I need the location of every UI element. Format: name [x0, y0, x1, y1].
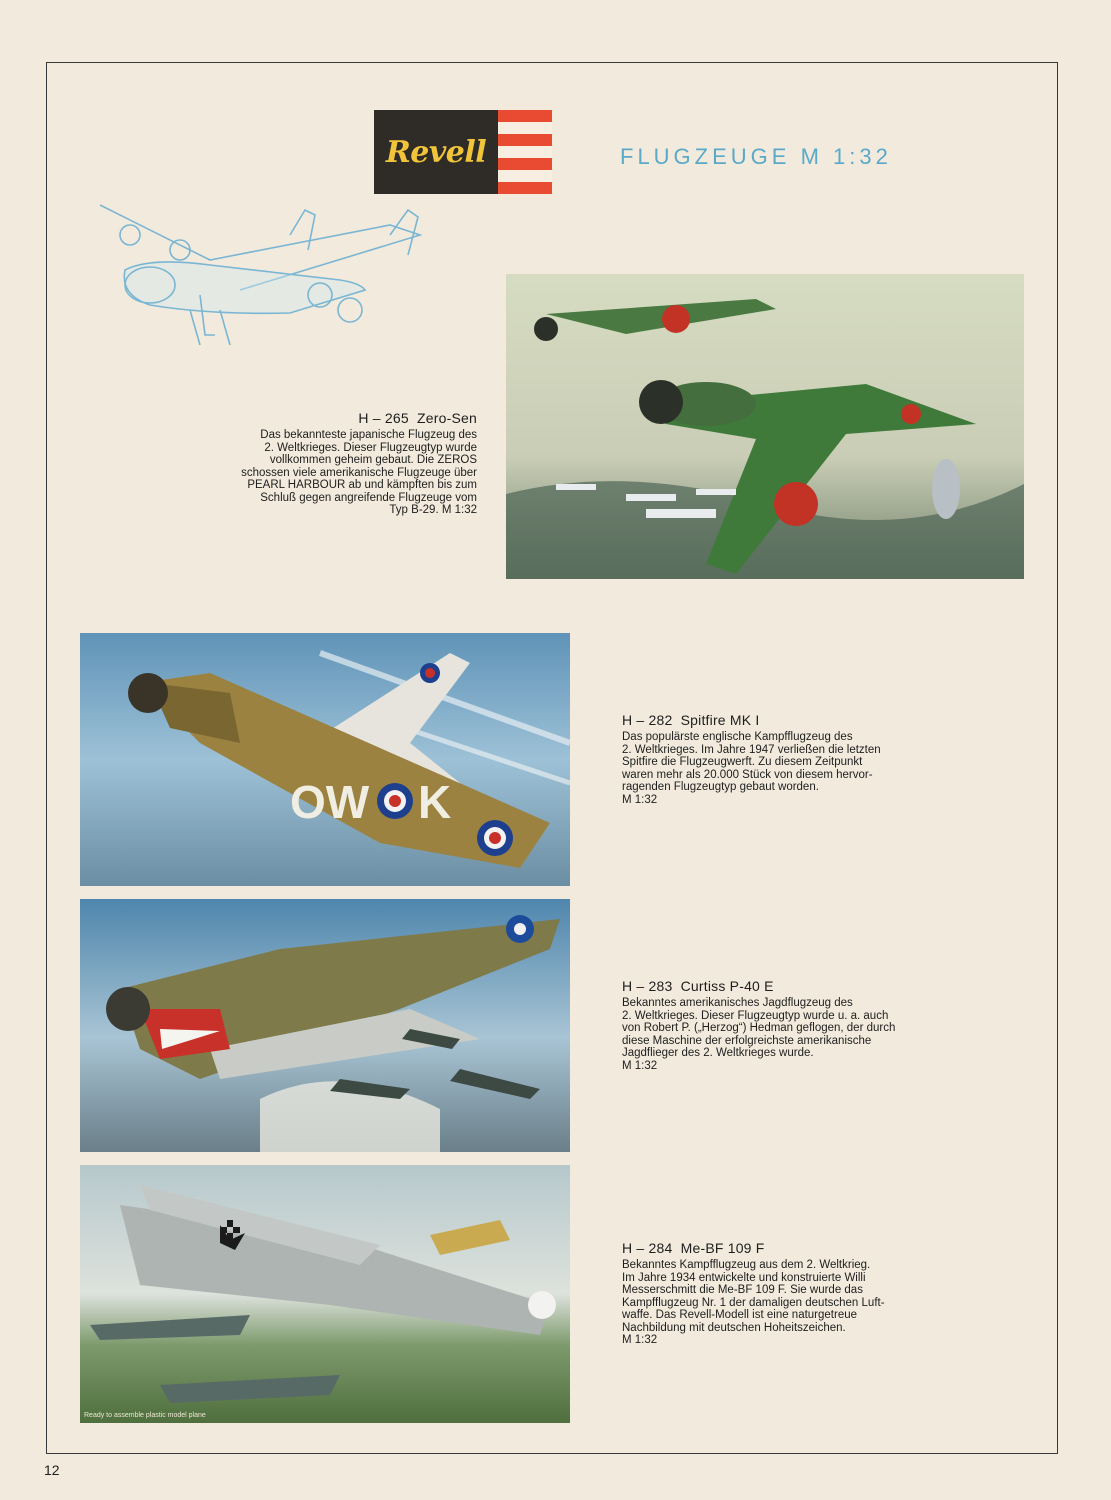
- entry-name: Me-BF 109 F: [680, 1240, 765, 1256]
- entry-code: H – 265: [358, 410, 409, 426]
- entry-description: Das bekannteste japanische Flugzeug des 2. Weltkrieges. Dieser Flugzeugtyp wurde vollkommen geheim gebaut. Die ZEROS schossen viele amerikanische Flugzeuge über PEARL HARBOUR ab und kämpften bis zum Schluß gegen angreifende Flugzeuge vom Typ B-29. M 1:32: [241, 429, 477, 516]
- curtiss-p40-illustration: [80, 899, 570, 1152]
- entry-spitfire: [622, 712, 962, 806]
- zero-sen-illustration: [506, 274, 1024, 579]
- entry-description: Bekanntes Kampfflugzeug aus dem 2. Weltkrieg. Im Jahre 1934 entwickelte und konstruierte Willi Messerschmitt die Me-BF 109 F. Sie wurde das Kampfflugzeug Nr. 1 der damaligen deutschen Luft- waffe. Das Revell-Modell ist eine naturgetreue Nachbildung mit deutschen Hoheitszeichen. M 1:32: [622, 1259, 885, 1346]
- bomber-sketch-illustration: [90, 195, 435, 365]
- entry-heading: [622, 1240, 962, 1256]
- logo-wordmark: Revell: [385, 134, 487, 170]
- entry-code: H – 284: [622, 1240, 673, 1256]
- revell-logo: [374, 110, 552, 194]
- page-title: FLUGZEUGE M 1:32: [620, 144, 892, 169]
- entry-description: Bekanntes amerikanisches Jagdflugzeug des 2. Weltkrieges. Dieser Flugzeugtyp wurde u. a. auch von Robert P. („Herzog“) Hedman geflogen, der durch diese Maschine der erfolgreichste amerikanische Jagdflieger des 2. Weltkrieges wurde. M 1:32: [622, 997, 896, 1072]
- illustration-caption: Ready to assemble plastic model plane: [84, 1412, 206, 1419]
- entry-zero-sen: [150, 410, 477, 517]
- entry-heading: [150, 410, 477, 426]
- page-number: 12: [44, 1462, 60, 1478]
- spitfire-squadron-code-end: K: [418, 776, 452, 828]
- me-bf109-illustration: [80, 1165, 570, 1423]
- entry-curtiss-p40: [622, 978, 962, 1072]
- logo-stripes: [498, 110, 552, 194]
- spitfire-illustration: [80, 633, 570, 886]
- spitfire-squadron-code: OW: [290, 776, 370, 828]
- entry-heading: [622, 712, 962, 728]
- entry-code: H – 282: [622, 712, 673, 728]
- entry-heading: [622, 978, 962, 994]
- entry-description: Das populärste englische Kampfflugzeug des 2. Weltkrieges. Im Jahre 1947 verließen die letzten Spitfire die Flugzeugwerft. Zu diesem Zeitpunkt waren mehr als 20.000 Stück von diesem hervor- ragenden Flugzeugtyp gebaut worden. M 1:32: [622, 731, 881, 806]
- entry-name: Spitfire MK I: [680, 712, 760, 728]
- logo-wordmark-box: [374, 110, 498, 194]
- entry-code: H – 283: [622, 978, 673, 994]
- entry-name: Curtiss P-40 E: [680, 978, 774, 994]
- entry-name: Zero-Sen: [417, 410, 477, 426]
- entry-me-bf109: [622, 1240, 962, 1347]
